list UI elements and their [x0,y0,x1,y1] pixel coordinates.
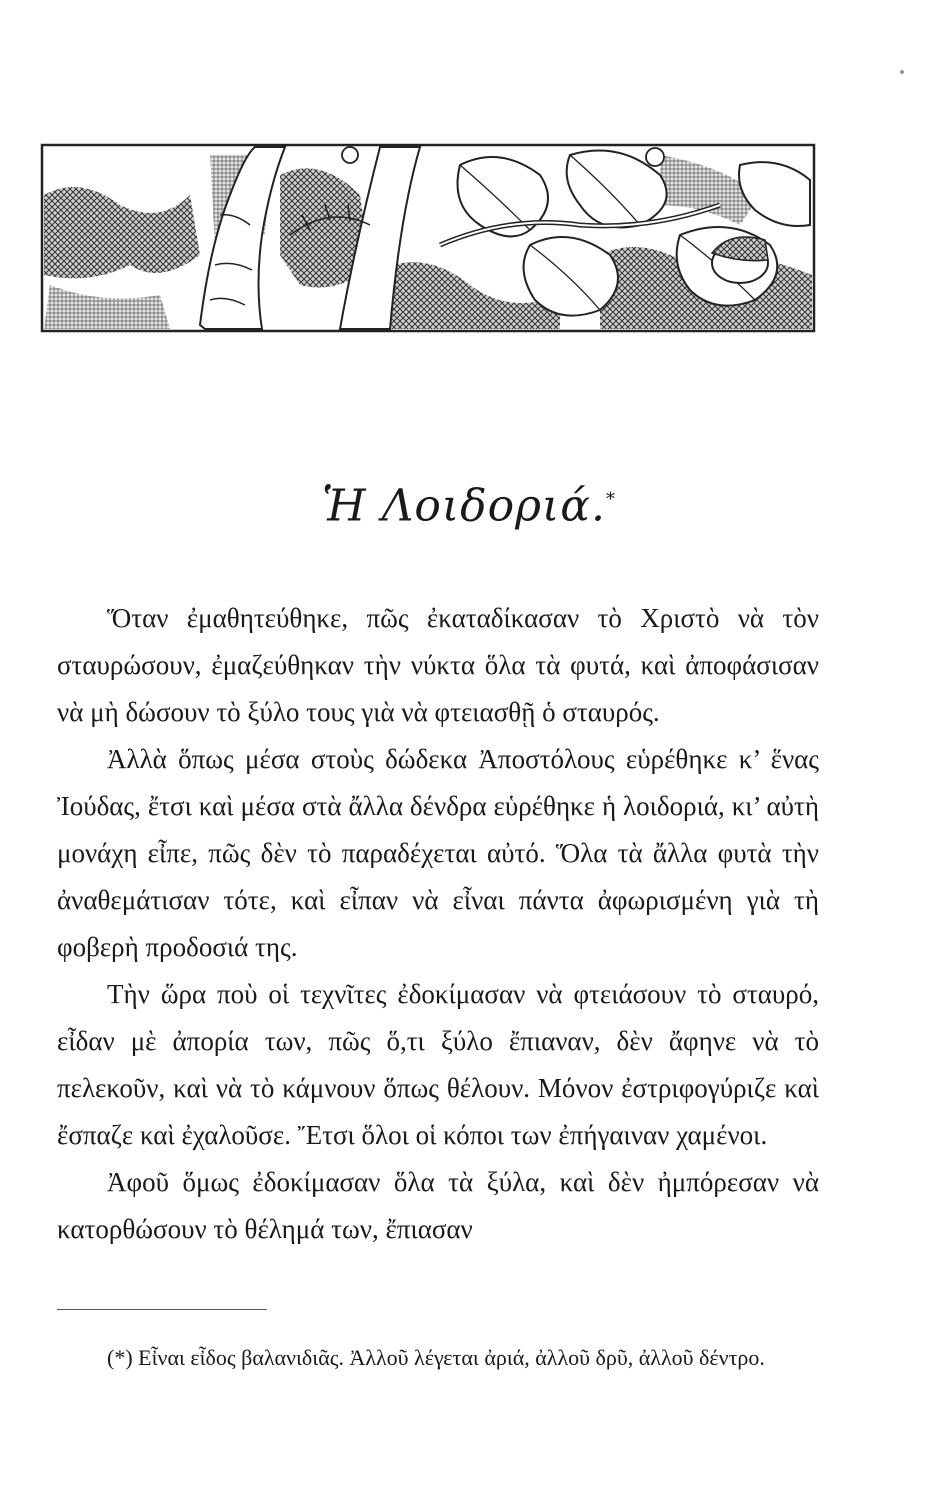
paragraph-2: Ἀλλὰ ὅπως μέσα στοὺς δώδεκα Ἀποστόλους εὑρέθηκε κ’ ἕνας Ἰούδας, ἔτσι καὶ μέσα στὰ ἄλλα δένδρα εὑρέθηκε ἡ λοιδοριά, κι’ αὐτὴ μονάχη εἶπε, πῶς δὲν τὸ παραδέχεται αὐτό. Ὅλα τὰ ἄλλα φυτὰ τὴν ἀναθεμάτισαν τότε, καὶ εἶπαν νὰ εἶναι πάντα ἀφωρισμένη γιὰ τὴ φοβερὴ προδοσιά της. [57,744,819,962]
chapter-title [0,470,938,537]
chapter-title-text: Ἡ Λοιδοριά. [322,480,606,532]
body-text [57,595,819,1253]
paragraph-1: Ὅταν ἐμαθητεύθηκε, πῶς ἐκαταδίκασαν τὸ Χριστὸ νὰ τὸν σταυρώσουν, ἐμαζεύθηκαν τὴν νύκτα ὅλα τὰ φυτά, καὶ ἀποφάσισαν νὰ μὴ δώσουν τὸ ξύλο τους γιὰ νὰ φτειασθῇ ὁ σταυρός. [57,603,819,727]
footnote-marker: * [605,489,616,510]
page-speck [900,70,904,74]
footnote [57,1337,819,1379]
decorative-headpiece-oak-illustration [40,135,816,335]
footnote-text: (*) Εἶναι εἶδος βαλανιδιᾶς. Ἀλλοῦ λέγεται ἀριά, ἀλλοῦ δρῦ, ἀλλοῦ δέντρο. [107,1345,765,1370]
paragraph-4: Ἀφοῦ ὅμως ἐδοκίμασαν ὅλα τὰ ξύλα, καὶ δὲν ἠμπόρεσαν νὰ κατορθώσουν τὸ θέλημά των, ἔπιασαν [57,1167,819,1244]
paragraph-3: Τὴν ὥρα ποὺ οἱ τεχνῖτες ἐδοκίμασαν νὰ φτειάσουν τὸ σταυρό, εἶδαν μὲ ἀπορία των, πῶς ὅ,τι ξύλο ἔπιαναν, δὲν ἄφηνε νὰ τὸ πελεκοῦν, καὶ νὰ τὸ κάμνουν ὅπως θέλουν. Μόνον ἐστριφογύριζε καὶ ἔσπαζε καὶ ἐχαλοῦσε. Ἔτσι ὅλοι οἱ κόποι των ἐπήγαιναν χαμένοι. [57,979,819,1150]
footnote-divider [57,1309,267,1310]
